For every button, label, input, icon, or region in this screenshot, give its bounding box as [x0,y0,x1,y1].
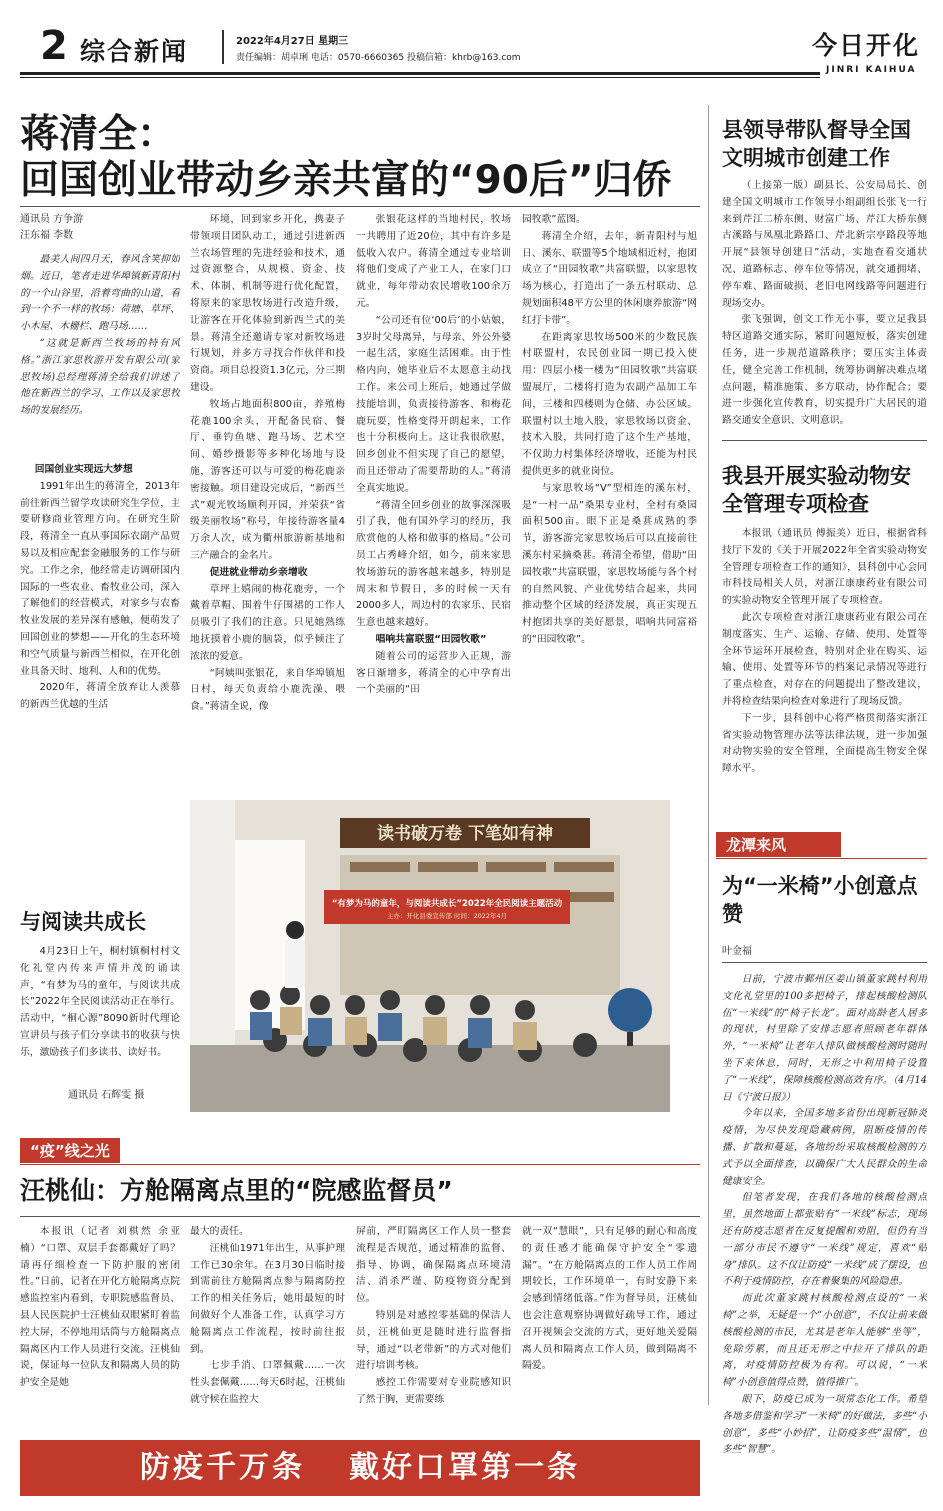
paragraph: “蒋清全回乡创业的故事深深吸引了我，他有国外学习的经历，我欣赏他的人格和做事的格局。”公司员工占秀峰介绍，如今，前来家思牧场游玩的游客越来越多，特别是周末和节假日，多的时候一天有2000多人，周边村的农家乐、民宿生意也越来越好。 [356,499,511,629]
paragraph: 就一双“慧眼”，只有足够的耐心和高度的责任感才能确保守护安全“零遗漏”。“在方舱隔离点的工作人员工作周期较长，工作环境单一，有时安静下来会感到情绪低落。”作为督导员，汪桃仙也会注意观察协调做好疏导工作，通过召开视频会交流的方式，更好地关爱隔离人员和隔离点工作人员，做到隔离不隔爱。 [522,1226,697,1372]
paragraph: 在距离家思牧场500米的少数民族村联盟村，农民创业园一期已投入使用：四层小楼一楼为“田园牧歌”共富联盟展厅，二楼将打造为农副产品加工车间，三楼和四楼则为仓储、办公区域。联盟村以土地入股，家思牧场以资金、技术入股，共同打造了这个生产基地，不仅助力村集体经济增收，还能为村民提供更多的就业岗位。 [522,331,697,477]
newspaper-logo-en: JINRI KAIHUA [826,65,917,75]
epidemic-rule [20,1216,700,1217]
paragraph: 2020年，蒋清全放弃让人羡慕的新西兰优越的生活 [20,682,180,711]
paragraph: 今年以来，全国多地多省份出现新冠肺炎疫情，为尽快发现隐藏病例，阻断疫情的传播、扩散和蔓延，各地纷纷采取核酸检测的方式予以全面排查，以确保广大人民群众的生命健康安全。 [722,1108,927,1187]
subhead: 唱响共富联盟“田园牧歌” [375,633,487,645]
slogan-right: 戴好口罩第一条 [349,1450,580,1485]
paragraph: 但笔者发现，在我们各地的核酸检测点里，虽然地面上都张贴有“一米线”标志，现场还有防疫志愿者在反复提醒和劝阻，但仍有当一部分市民不遵守“一米线”规定，喜欢“贴身”排队。这不仅让防疫“一米线”成了摆设，也不利于疫情防控，存在着聚集的风险隐患。 [722,1192,927,1288]
subhead: 促进就业带动乡亲增收 [209,566,308,578]
right1-body [722,178,927,428]
column-headline: 为“一米椅”小创意点赞 [722,874,918,926]
paragraph: 特别是对感控零基础的保洁人员，汪桃仙更是随时进行监督指导，通过“以老带新”的方式对他们进行培训考核。 [356,1309,511,1372]
column-tag-rule [716,858,927,859]
epidemic-col-1 [20,1224,180,1434]
paragraph: 草坪上嬉闹的梅花鹿旁，一个戴着草帽、围着牛仔围裙的工作人员吸引了我们的注意。只见她熟练地抚摸着小鹿的脑袋，似乎倾注了浓浓的爱意。 [190,583,345,662]
subhead: 回国创业实现远大梦想 [34,464,133,475]
reading-photo-illustration [190,800,670,1112]
lead-intro [20,252,180,452]
header-divider [222,30,224,64]
paragraph: 4月23日上午，桐村镇桐村村文化礼堂内传来声情并茂的诵读声，“有梦为马的童年，与阅读共成长”2022年全民阅读活动正在举行。活动中，“桐心源”8090新时代理论宣讲员与孩子们分享读书的收获与快乐，激励孩子们多读书、读好书。 [20,946,180,1058]
page-number: 2 [40,23,68,69]
event-banner-sub: 主办：开化县委宣传部 时间：2022年4月 [386,912,508,920]
epidemic-headline: 汪桃仙：方舱隔离点里的“院感监督员” [20,1176,453,1205]
lead-headline [20,112,700,204]
paragraph: 眼下，防疫已成为一项常态化工作。希望各地多借鉴和学习“一米椅”的好做法，多些“小创意”，多些“小妙招”，让防疫多些“温情”，也多些“智慧”。 [722,1393,927,1456]
column-author-rule [722,962,927,963]
paragraph: 七步手消、口罩佩戴……一次性头套佩戴……每天6时起，汪桃仙就守候在监控大 [190,1360,345,1405]
paragraph: 此次专项检查对浙江康康药业有限公司在制度落实、生产、运输、存储、使用、处置等全环节运环开展检查，特别对企业在购买、运输、使用、处置等环节的档案记录情况等进行了重点检查，对存在的问题提出了整改建议，并将检查结果向检查对象进行了现场反馈。 [722,611,927,707]
lead-col-1 [20,462,180,742]
column-body [722,972,927,1502]
right-rule [722,440,927,441]
event-banner: “有梦为马的童年，与阅读共成长”2022年全民阅读主题活动 [331,899,563,909]
newspaper-logo: 今日开化 [812,31,921,60]
column-tag: 龙潭来风 [716,832,841,857]
wall-slogan: 读书破万卷 下笔如有神 [377,824,553,844]
lead-rule [20,206,700,207]
editor-contact: 责任编辑：胡卓琍 电话：0570-6660365 投稿信箱：khrb@163.com [236,53,521,63]
paragraph: 最大的责任。 [190,1226,249,1237]
byline: 通讯员 方争游 [20,214,84,225]
issue-date: 2022年4月27日 星期三 [236,36,349,47]
right2-headline: 我县开展实验动物安全管理专项检查 [722,464,911,516]
mask-slogan-banner [20,1440,700,1496]
paragraph: 而此次董家跳村核酸检测点设的“一米椅”之举，无疑是一个“小创意”，不仅让前来做核酸检测的市民，尤其是老年人能够“坐等”，免除劳累，而且还无形之中拉开了排队的距离，对疫情防控极为有利。可以说，“一米椅”小创意值得点赞，值得推广。 [722,1293,927,1389]
epidemic-tag-rule [20,1164,700,1165]
intro-paragraph: “这就是新西兰牧场的特有风格。”浙江家思牧游开发有限公司(家思牧场)总经理蒋清全给我们讲述了他在新西兰的学习、工作以及家思牧场的发展经历。 [20,337,180,417]
slogan-left: 防疫千万条 [140,1450,305,1485]
intro-paragraph: 最美人间四月天，春风含笑抑如烟。近日，笔者走进华埠镇新青阳村的一个山谷里，沿着弯曲的山道，看到一个不一样的牧场：荷塘、草坪、小木屋、木栅栏、跑马场…… [20,254,180,333]
column-divider [708,105,709,1405]
paragraph: 张银花这样的当地村民，牧场一共聘用了近20位，其中有许多是低收入农户。蒋清全通过专业培训将他们变成了产业工人，在家门口就业，每年带动农民增收100余万元。 [356,214,511,309]
paragraph: （上接第一版）副县长、公安局局长、创建全国文明城市工作领导小组副组长张飞一行来到芹江二桥东侧、财富广场、芹江大桥东侧古溪路与凤凰北路路口、芹北新宗亭路段等地开展“县领导创建日”活动，实地查看交通状况、道路标志、停车位等情况，就交通拥堵、停车难、路面破损、老旧电网线路等问题进行现场交办。 [722,180,927,309]
lead-col-4 [522,212,697,742]
paragraph: 随着公司的运营步入正规，游客日渐增多，蒋清全的心中孕育出一个美丽的“田 [356,650,511,696]
reading-photo [190,800,670,1112]
section-title: 综合新闻 [80,37,189,66]
paragraph: 感控工作需要对专业院感知识了然于胸，更需要练 [356,1377,511,1405]
paragraph: 汪桃仙1971年出生，从事护理工作已30余年。在3月30日临时接到需前往方舱隔离点参与隔离防控工作的相关任务后，她用最短的时间做好个人准备工作，认真学习方舱隔离点工作流程，按时前往报到。 [190,1242,345,1355]
right2-body [722,526,927,811]
lead-col-3 [356,212,511,742]
header-rule [20,72,820,75]
paragraph: 牧场占地面积800亩，养殖梅花鹿100余头，开配备民宿、餐厅、垂钓鱼塘、跑马场、艺术空间、婚纱摄影等多种化场地与设施，游客还可以与可爱的梅花鹿亲密接触。项目建设完成后，“新西兰式”观光牧场顺利开园，并荣获“省级美丽牧场”称号，年接待游客量4万余人次，成为衢州旅游新基地和三产融合的金名片。 [190,398,345,561]
epidemic-col-4 [522,1224,697,1434]
epidemic-col-2 [190,1224,345,1434]
paragraph: 屏前，严盯隔离区工作人员一整套流程是否规范，通过精准的监督、指导、协调，确保隔离点环境清洁、消杀严谨、防疫物资分配到位。 [356,1226,511,1305]
paragraph: 1991年出生的蒋清全，2013年前往新西兰留学攻读研究生学位，主要研修商业管理方向。在研究生阶段，蒋清全一直从事国际农副产品贸易以及相应配套金融服务的工作与研究。工作之余，他经常走访调研国内国际的一些农业、畜牧业公司，深入了解他们的经营模式，对家乡与农畜牧业发展的差异深有感触，便萌发了回国创业的梦想——开化的生态环境和空气质量与新西兰相似，在开化创业具备天时、地利、人和的优势。 [20,480,180,677]
paragraph: 本报讯（记者 刘棋然 余亚楠）“口罩、双层手套都戴好了吗？请再仔细检查一下防护服的密闭性。”日前，记者在开化方舱隔离点院感监控室内看到，专职院感监督员、县人民医院护士汪桃仙双眼紧盯着监控大屏，不停地用话筒与方舱隔离点隔离区内工作人员进行交流。汪桃仙说，保证每一位队友和隔离人员的防护安全是她 [20,1226,180,1389]
lead-col-2 [190,212,345,742]
right1-headline: 县领导带队督导全国文明城市创建工作 [722,118,911,170]
lead-bylines [20,212,83,244]
paragraph: 园牧歌”蓝图。 [522,214,586,225]
reading-headline: 与阅读共成长 [20,910,146,934]
epidemic-col-3 [356,1224,511,1434]
lead-headline-line1: 蒋清全： [20,112,177,157]
paragraph: 本报讯（通讯员 傅振美）近日，根据省科技厅下发的《关于开展2022年全省实验动物安全管理专项检查工作的通知》，县科创中心会同市科技局相关人员，对浙江康康药业有限公司的实验动物安全管理开展了专项检查。 [722,528,927,607]
paragraph: 张飞强调，创文工作无小事，要立足我县特区道路交通实际，紧盯问题短板，落实创建任务，进一步规范道路秩序；要压实主体责任，健全完善工作机制，统筹协调解决难点堵点问题，精准施策、多方联动，协作配合；要进一步强化宣传教育，切实提升广大居民的道路交通安全意识、文明意识。 [722,314,927,427]
paragraph: 与家思牧场“V”型相连的溪东村，是“一村一品”桑果专业村，全村有桑园面积500亩。眼下正是桑葚成熟的季节，游客游完家思牧场后可以直接前往溪东村采摘桑葚。蒋清全希望，借助“田园牧歌”共富联盟，家思牧场能与各个村的自然风貌、产业优势结合起来，共同推动整个区域的经济发展，真正实现五村抱团共享的美好愿景，唱响共同富裕的“田园牧歌”。 [522,482,697,645]
paragraph: 蒋清全介绍，去年，新青阳村与旭日、溪东、联盟等5个地域相近村，抱团成立了“田园牧歌”共富联盟，以家思牧场为核心，打造出了一条五村联动、总规划面积48平方公里的休闲康养旅游“网红打卡带”。 [522,230,697,326]
photo-credit: 通讯员 石辉雯 摄 [68,1090,145,1101]
reading-body [20,944,180,1072]
paragraph: 下一步，县科创中心将严格贯彻落实浙江省实验动物管理办法等法律法规，进一步加强对动物实验的安全管理，全面提高生物安全保障水平。 [722,712,927,775]
paragraph: 环境，回到家乡开化，携妻子带领项目团队动工，通过引进新西兰农场管理的先进经验和技术，通过资源整合，从规模、资金、技术、体制、机制等进行优化配置，将原来的家思牧场进行改造升级，让游客在开化体验到新西兰式的美景。蒋清全还邀请专家对新牧场进行规划，并多方寻找合作伙伴和投资商。项目总投资1.3亿元，分三期建设。 [190,214,345,393]
paragraph: “公司还有位‘00后’的小姑娘，3岁时父母离异，与母亲、外公外婆一起生活，家庭生活困难。由于性格内向，她毕业后不太愿意主动找工作。来公司上班后，她通过学做技能培训，负责接待游客、和梅花鹿玩耍，性格变得开朗起来，工作也十分积极向上。这让我很欣慰，回乡创业不但实现了自己的愿望，而且还带动了需要帮助的人。”蒋清全真实地说。 [356,314,511,494]
epidemic-tag: “疫”线之光 [20,1138,120,1163]
byline: 汪东福 李数 [20,230,74,241]
column-author: 叶金福 [722,946,752,957]
paragraph: 日前，宁波市鄞州区姜山镇董家跳村利用文化礼堂里的100多把椅子，排起核酸检测队伍“一米线”的“椅子长龙”。面对高龄老人居多的现状，村里除了安排志愿者照顾老年群体外，“一米椅”让老年人排队做核酸检测时随时坐下来休息，同时，无形之中利用椅子设置了“一米线”，保障核酸检测高效有序。（4月14日《宁波日报》） [722,974,927,1103]
paragraph: “阿姨叫张银花，来自华埠镇旭日村，每天负责给小鹿洗澡、喂食。”蒋清全说，像 [190,667,345,713]
header-rule-thin [20,77,820,78]
lead-headline-line2: 回国创业带动乡亲共富的“90后”归侨 [20,158,672,203]
